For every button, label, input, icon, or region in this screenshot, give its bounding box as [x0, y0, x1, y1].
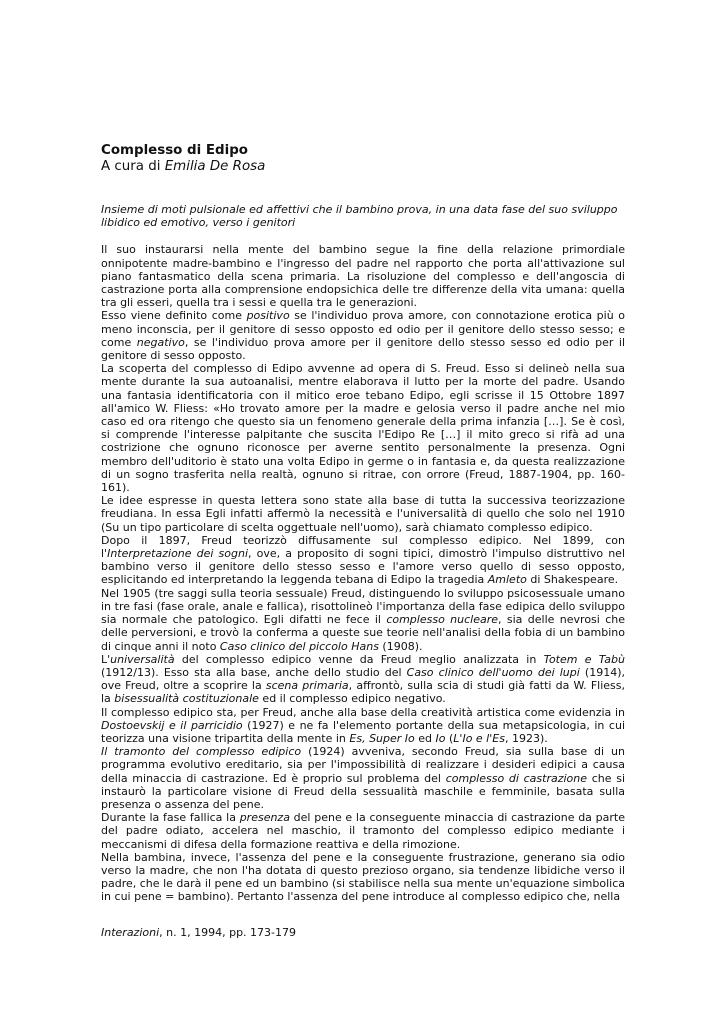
abstract: Insieme di moti pulsionale ed affettivi che il bambino prova, in una data fase del suo sviluppo libidico ed emotivo, verso i genitori	[101, 203, 618, 230]
paragraph-6: Nel 1905 (tre saggi sulla teoria sessuale) Freud, distinguendo lo sviluppo psicosessuale umano in tre fasi (fase orale, anale e fallica), risottolineò l'importanza della fase edipica dello sviluppo sia normale che patologico. Egli difatti ne fece il complesso nucleare, sia delle nevrosi che delle perversioni, e trovò la conferma a queste sue teorie nell'analisi della fobia di un bambino di cinque anni il noto Caso clinico del piccolo Hans (1908).	[101, 586, 625, 653]
author-name: Emilia De Rosa	[164, 159, 266, 174]
subtitle-prefix: A cura di	[101, 159, 165, 174]
paragraph-10: Durante la fase fallica la presenza del pene e la conseguente minaccia di castrazione da parte del padre odiato, accelera nel maschio, il tramonto del complesso edipico mediante i meccanismi di difesa della formazione reattiva e della rimozione.	[101, 811, 625, 851]
journal-name: Interazioni	[101, 926, 160, 939]
paragraph-11: Nella bambina, invece, l'assenza del pene e la conseguente frustrazione, generano sia odio verso la madre, che non l'ha dotata di questo prezioso organo, sia tendenze libidiche verso il padre, che le darà il pene ed un bambino (si stabilisce nella sua mente un'equazione simbolica in cui pene = bambino). Pertanto l'assenza del pene introduce al complesso edipico che, nella	[101, 850, 625, 904]
paragraph-3: La scoperta del complesso di Edipo avvenne ad opera di S. Freud. Esso si delineò nella sua mente durante la sua autoanalisi, mentre elaborava il lutto per la morte del padre. Usando una fantasia identificatoria con il mitico eroe tebano Edipo, egli scrisse il 15 Ottobre 1897 all'amico W. Fliess: «Ho trovato amore per la madre e gelosia verso il padre anche nel mio caso ed ora ritengo che questo sia un fenomeno generale della prima infanzia […]. Se è così, si comprende l'interesse palpitante che suscita l'Edipo Re […] il mito greco si rifà ad una costrizione che ognuno riconosce per averne sentito personalmente la presenza. Ogni membro dell'uditorio è stato una volta Edipo in germe o in fantasia e, da questa realizzazione di un sogno trasferita nella realtà, ognuno si ritrae, con orrore (Freud, 1887-1904, pp. 160-161).	[101, 362, 625, 495]
paragraph-8: Il complesso edipico sta, per Freud, anche alla base della creatività artistica come evidenzia in Dostoevskij e il parricidio (1927) e ne fa l'elemento portante della sua metapsicologia, in cui teorizza una visione tripartita della mente in Es, Super Io ed Io (L'Io e l'Es, 1923).	[101, 705, 625, 745]
paragraph-1: Il suo instaurarsi nella mente del bambino segue la fine della relazione primordiale onnipotente madre-bambino e l'ingresso del padre nel rapporto che porta all'attivazione sul piano fantasmatico della scena primaria. La risoluzione del complesso e dell'angoscia di castrazione porta alla comprensione endopsichica delle tre differenze della vita umana: quella tra gli esseri, quella tra i sessi e quella tra le generazioni.	[101, 243, 625, 310]
paragraph-9: Il tramonto del complesso edipico (1924) avveniva, secondo Freud, sia sulla base di un programma evolutivo ereditario, sia per l'impossibilità di realizzare i desideri edipici a causa della minaccia di castrazione. Ed è proprio sul problema del complesso di castrazione che si instaurò la particolare visione di Freud della sessualità maschile e femminile, basata sulla presenza o assenza del pene.	[101, 745, 626, 811]
paragraph-2: Esso viene definito come positivo se l'individuo prova amore, con connotazione erotica più o meno inconscia, per il genitore di sesso opposto ed odio per il genitore dello stesso sesso; e come negativo, se l'individuo prova amore per il genitore dello stesso sesso ed odio per il genitore di sesso opposto.	[101, 309, 626, 363]
document-page	[101, 143, 625, 904]
footer-citation	[101, 926, 296, 939]
paragraph-5: Dopo il 1897, Freud teorizzò diffusamente sul complesso edipico. Nel 1899, con l'Interpretazione dei sogni, ove, a proposito di sogni tipici, dimostrò l'impulso distruttivo nel bambino verso il genitore dello stesso sesso e l'amore verso quello di sesso opposto, esplicitando ed interpretando la leggenda tebana di Edipo la tragedia Amleto di Shakespeare.	[101, 533, 626, 587]
citation-details: , n. 1, 1994, pp. 173-179	[159, 926, 297, 939]
document-subtitle	[101, 159, 625, 175]
paragraph-4: Le idee espresse in questa lettera sono state alla base di tutta la successiva teorizzazione freudiana. In essa Egli infatti affermò la necessità e l'universalità di quello che solo nel 1910 (Su un tipo particolare di scelta oggettuale nell'uomo), sarà chiamato complesso edipico.	[101, 494, 625, 534]
document-title: Complesso di Edipo	[101, 143, 248, 158]
paragraph-7: L'universalità del complesso edipico venne da Freud meglio analizzata in Totem e Tabù (1912/13). Esso sta alla base, anche dello studio del Caso clinico dell'uomo dei lupi (1914), ove Freud, oltre a scoprire la scena primaria, affrontò, sulla scia di studi già fatti da W. Fliess, la bisessualità costituzionale ed il complesso edipico negativo.	[101, 652, 626, 706]
